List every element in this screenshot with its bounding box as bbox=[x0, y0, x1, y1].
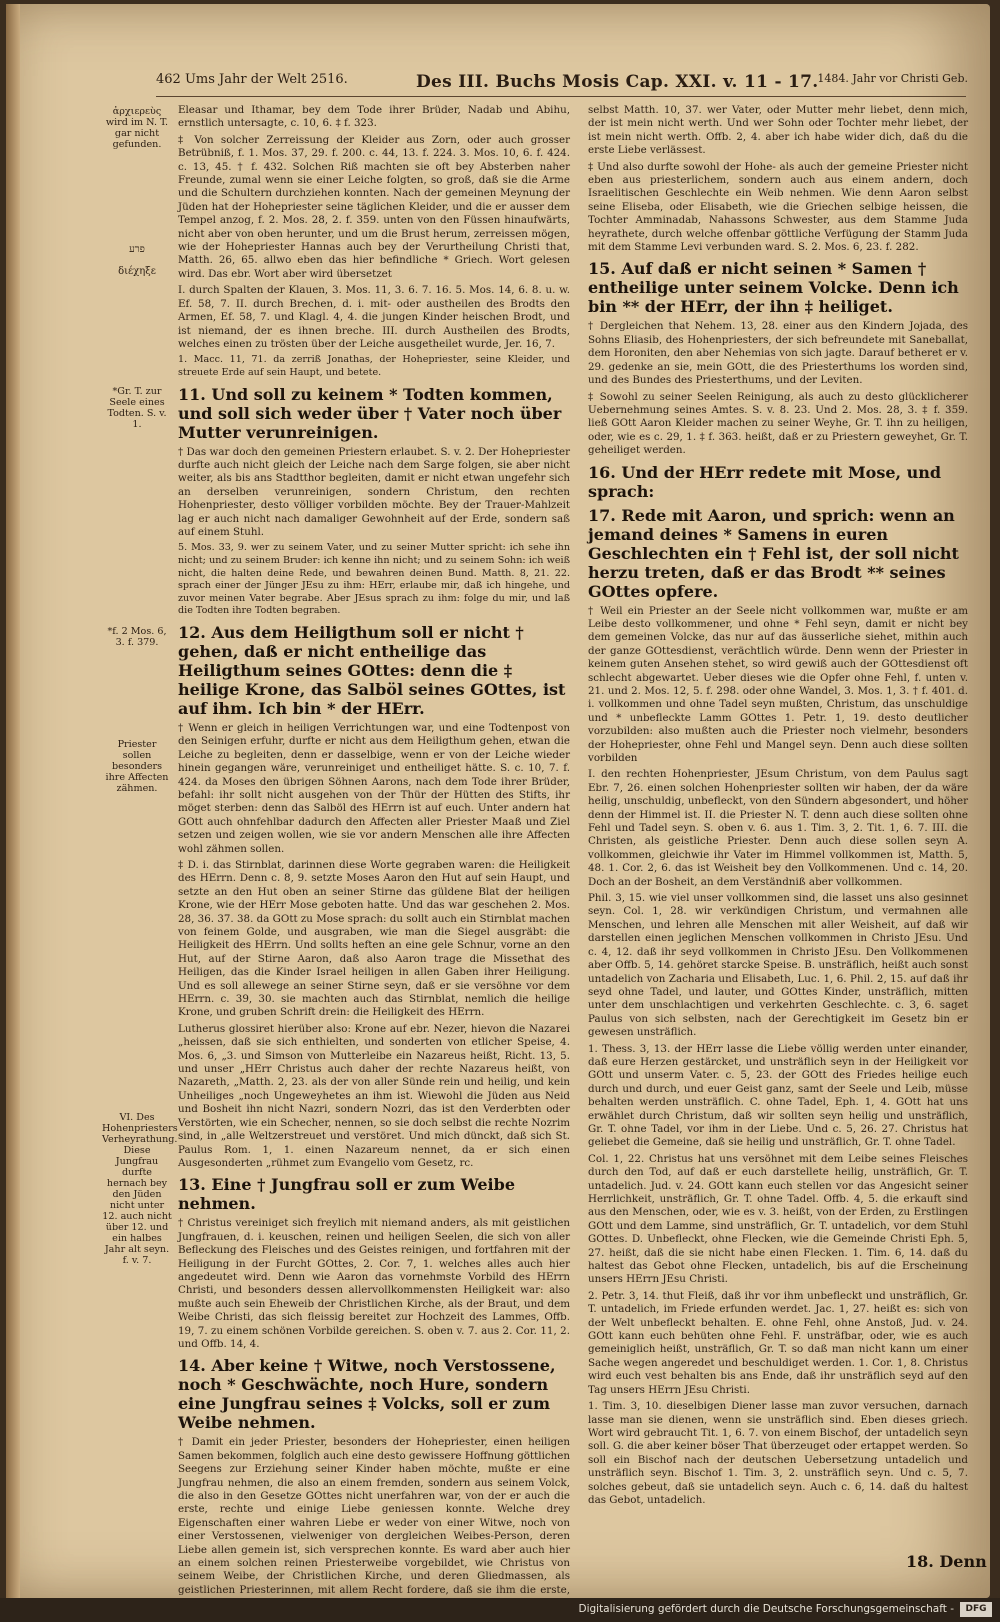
commentary-paragraph: 1. Tim. 3, 10. dieselbigen Diener lasse man zuvor versuchen, darnach lasse man sie dienen, wenn sie unsträflich sind. Eben dieses griech. Wort wird gebraucht Tit. 1, 6. 7. von einem Bischof, der untadelich seyn soll. G. die aber keiner böser That überzeuget oder ertappet werden. So soll ein Bischof nach der deutschen Uebersetzung untadelich und unsträflich seyn. Bischof 1. Tim. 3, 2. unsträflich seyn. Und c. 5, 7. solches gebeut, daß sie untadelich seyn. Auch c. 6, 14. daß du haltest das Gebot, untadelich. bbox=[588, 1400, 968, 1506]
commentary-paragraph: selbst Matth. 10, 37. wer Vater, oder Mutter mehr liebet, denn mich, der ist mein nicht werth. Und wer Sohn oder Tochter mehr liebet, der ist mein nicht werth. Offb. 2, 4. aber ich habe wider dich, daß du die erste Liebe verlässest. bbox=[588, 104, 968, 157]
margin-note: ἀρχιερεὺς wird im N. T. gar nicht gefunden. bbox=[105, 106, 169, 150]
running-head-right: 1484. Jahr vor Christi Geb. bbox=[817, 72, 968, 85]
commentary-paragraph: I. den rechten Hohenpriester, JEsum Christum, von dem Paulus sagt Ebr. 7, 26. einen solchen Hohenpriester sollten wir haben, der da wäre heilig, unschuldig, unbefleckt, von den Sündern abgesondert, und höher denn der Himmel ist. II. die Priester N. T. denn auch diese sollten ohne Fehl und Tadel seyn. S. oben v. 6. aus 1. Tim. 3, 2. Tit. 1, 6. 7. III. die Christen, als geistliche Priester. Denn auch diese sollen seyn A. vollkommen, gleichwie ihr Vater im Himmel vollkommen ist, Matth. 5, 48. 1. Cor. 2, 6. das ist Weisheit bey den Vollkommenen. Und c. 14, 20. Doch an der Bosheit, an dem Verständniß aber vollkommen. bbox=[588, 768, 968, 888]
verse-text: 11. Und soll zu keinem * Todten kommen, und soll sich weder über † Vater noch über Mutter verunreinigen. bbox=[178, 384, 562, 442]
dfg-logo: DFG bbox=[960, 1602, 992, 1617]
commentary-paragraph: 1. Macc. 11, 71. da zerriß Jonathas, der Hohepriester, seine Kleider, und streuete Erde auf sein Haupt, und betete. bbox=[178, 354, 570, 378]
commentary-paragraph: 1. Thess. 3, 13. der HErr lasse die Liebe völlig werden unter einander, daß eure Herzen gestärcket, und unsträflich seyn in der Heiligkeit vor GOtt und unserm Vater. c. 5, 23. der GOtt des Friedes heilige euch durch und durch, und euer Geist ganz, samt der Seele und Leib, müsse behalten werden unsträflich. C. ohne Tadel, Eph. 1, 4. GOtt hat uns erwählet durch Christum, daß wir sollten seyn heilig und unsträflich, Gr. T. ohne Tadel, vor ihm in der Liebe. Und c. 5, 26. 27. Christus hat geliebet die Gemeine, daß sie heilig und unsträflich, Gr. T. ohne Tadel. bbox=[588, 1042, 968, 1149]
commentary-paragraph: 5. Mos. 33, 9. wer zu seinem Vater, und zu seiner Mutter spricht: ich sehe ihn nicht; und zu seinem Bruder: ich kenne ihn nicht; und zu seinem Sohn: ich weiß nicht, die halten deine Rede, und bewahren deinen Bund. Matth. 8, 21. 22. sprach einer der Jünger JEsu zu ihm: HErr, erlaube mir, daß ich hingehe, und zuvor meinen Vater begrabe. Aber JEsus sprach zu ihm: folge du mir, und laß die Todten ihre Todten begraben. bbox=[178, 542, 570, 617]
left-column bbox=[178, 104, 570, 1596]
commentary-paragraph: 2. Petr. 3, 14. thut Fleiß, daß ihr vor ihm unbefleckt und unsträflich, Gr. T. untadelich, im Friede erfunden werdet. Jac. 1, 27. heißt es: sich von der Welt unbefleckt behalten. E. ohne Fehl, ohne Anstoß, Jud. v. 24. GOtt kann euch behüten ohne Fehl. F. unsträfbar, oder, wie es auch gemeiniglich heißt, unsträflich, Gr. T. so daß man nicht kann um einer Sache wegen angeredet und beschuldiget werden. 1. Cor. 1, 8. Christus wird euch vest behalten bis ans Ende, daß ihr unsträflich seyd auf den Tag unsers HErrn JEsu Christi. bbox=[588, 1289, 968, 1396]
margin-note: *f. 2 Mos. 6, 3. f. 379. bbox=[107, 626, 167, 648]
commentary-paragraph: I. durch Spalten der Klauen, 3. Mos. 11, 3. 6. 7. 16. 5. Mos. 14, 6. 8. u. w. Ef. 58, 7. II. durch Brechen, d. i. mit- oder austheilen des Brodts den Armen, Ef. 58, 7. und Klagl. 4, 4. die jungen Kinder heischen Brodt, und ist niemand, der es ihnen breche. III. durch Austheilen des Brodts, welches einen zu trösten über der Leiche ausgetheilet wurde, Jer. 16, 7. bbox=[178, 284, 570, 350]
right-column bbox=[588, 104, 968, 1544]
verse-text: 16. Und der HErr redete mit Mose, und sprach: bbox=[588, 462, 942, 501]
verse-text: 13. Eine † Jungfrau soll er zum Weibe nehmen. bbox=[178, 1175, 515, 1214]
commentary-paragraph: Eleasar und Ithamar, bey dem Tode ihrer Brüder, Nadab und Abihu, ernstlich untersagte, c. 10, 6. ‡ f. 323. bbox=[178, 104, 570, 130]
commentary-paragraph: † Dergleichen that Nehem. 13, 28. einer aus den Kindern Jojada, des Sohns Eliasib, des Hohenpriesters, der sich befreundete mit Saneballat, dem Horoniten, den aber Nehemias von sich jagte. Darauf betheret er v. 29. gedenke an sie, mein GOtt, die des Priesterthums los worden sind, und des Bundes des Priesterthums, und der Leviten. bbox=[588, 320, 968, 387]
verse-text: 15. Auf daß er nicht seinen * Samen † entheilige unter seinem Volcke. Denn ich bin ** der HErr, der ihn ‡ heiliget. bbox=[588, 259, 959, 317]
running-head-left: 462 Ums Jahr der Welt 2516. bbox=[156, 72, 348, 87]
book-page bbox=[6, 4, 990, 1598]
margin-note: διέχηξε bbox=[118, 266, 156, 277]
commentary-paragraph: † Wenn er gleich in heiligen Verrichtungen war, und eine Todtenpost von den Seinigen erfuhr, durfte er nicht aus dem Heiligthum gehen, etwan die Leiche zu begleiten, denn er dasselbige, wenn er von der Leiche wieder hinein gegangen wäre, verunreiniget und entheiliget hätte. S. c. 10, 7. f. 424. da Moses den übrigen Söhnen Aarons, nach dem Tode ihrer Brüder, befahl: ihr sollt nicht ausgehen von der Thür der Hütten des Stifts, ihr möget sterben: denn das Salböl des HErrn ist auf euch. Unter andern hat GOtt auch ohnfehlbar dadurch den Affecten aller Priester Maaß und Ziel setzen und zeigen wollen, wie sie vor andern Menschen alle ihre Affecten wohl zähmen sollen. bbox=[178, 721, 570, 855]
verse-text: 12. Aus dem Heiligthum soll er nicht † gehen, daß er nicht entheilige das Heiligthum seines GOttes: denn die ‡ heilige Krone, das Salböl seines GOttes, ist auf ihm. Ich bin * der HErr. bbox=[178, 622, 566, 718]
commentary-paragraph: † Damit ein jeder Priester, besonders der Hohepriester, einen heiligen Samen bekommen, folglich auch eine desto gewissere Hoffnung göttlichen Seegens zur Erziehung seiner Kinder haben möchte, mußte er eine Jungfrau nehmen, die also an einem fremden, sondern aus seinem Volck, die also in den Gesetze GOttes nicht unerfahren war, von der er auch die erste, rechte und einige Liebe geniessen konnte. Welche drey Eigenschaften einer wahren Liebe er weder von einer Witwe, noch von einer Verstossenen, vielweniger von dergleichen Weibes-Person, deren Liebe allen gemein ist, sich versprechen konnte. Es ward aber auch hier an einem solchen reinen Priesterweibe vorgebildet, wie Christus von seinem Weibe, der Christlichen Kirche, und deren Gliedmassen, als geistlichen Priesterinnen, mit allem Recht fordere, daß sie ihm die erste, bbox=[178, 1436, 570, 1596]
verse-text: 14. Aber keine † Witwe, noch Verstossene, noch * Geschwächte, noch Hure, sondern eine Jungfrau seines ‡ Volcks, soll er zum Weibe nehmen. bbox=[178, 1356, 556, 1433]
commentary-paragraph: † Das war doch den gemeinen Priestern erlaubet. S. v. 2. Der Hohepriester durfte auch nicht gleich der Leiche nach dem Sarge folgen, sie aber nicht weiter, als bis ans Stadtthor begleiten, damit er nicht etwan ungefehr sich an derselben verunreinigen, sondern Christum, den rechten Hohenpriester, desto völliger vorbilden möchte. Bey der Trauer-Mahlzeit lag er auch nicht nach damaliger Gewohnheit auf der Erde, sondern saß auf einem Stuhl. bbox=[178, 445, 570, 538]
digitization-footer bbox=[0, 1598, 1000, 1622]
commentary-paragraph: † Christus vereiniget sich freylich mit niemand anders, als mit geistlichen Jungfrauen, d. i. keuschen, reinen und heiligen Seelen, die sich von aller Befleckung des Fleisches und des Geistes reinigen, und fortfahren mit der Heiligung in der Furcht GOttes, 2. Cor. 7, 1. welches alles auch hier angedeutet wird. Denn wie Aaron das vornehmste Vorbild des HErrn Christi, und besonders dessen allervollkommensten Heiligkeit war: also mußte auch sein Eheweib der Christlichen Kirche, als der Braut, und dem Weibe Christi, das sich fleissig bereitet zur Hochzeit des Lammes, Offb. 19, 7. zu einem schönen Vorbilde gereichen. S. oben v. 7. aus 2. Cor. 11, 2. und Offb. 14, 4. bbox=[178, 1217, 570, 1350]
margin-note: *Gr. T. zur Seele eines Todten. S. v. 1. bbox=[107, 386, 167, 430]
commentary-paragraph: Col. 1, 22. Christus hat uns versöhnet mit dem Leibe seines Fleisches durch den Tod, auf daß er euch darstellete heilig, unsträflich, Gr. T. untadelich. Jud. v. 24. GOtt kann euch stellen vor das Angesicht seiner Herrlichkeit, unsträflich, Gr. T. ohne Tadel. Offb. 4, 5. die erkauft sind aus den Menschen, oder, wie es v. 3. heißt, von der Erden, zu Erstlingen GOtt und dem Lamme, sind unsträflich, Gr. T. untadelich, vor dem Stuhl GOttes. D. Unbefleckt, ohne Flecken, wie die Gemeinde Christi Eph. 5, 27. heißt, daß die sie nicht habe einen Flecken. 1. Tim. 6, 14. daß du haltest das Gebot ohne Flecken, untadelich, bis auf die Erscheinung unsers HErrn JEsu Christi. bbox=[588, 1152, 968, 1286]
margin-note: פרע bbox=[129, 244, 145, 255]
commentary-paragraph: ‡ Von solcher Zerreissung der Kleider aus Zorn, oder auch grosser Betrübniß, f. 1. Mos. 37, 29. f. 200. c. 44, 13. f. 224. 3. Mos. 10, 6. f. 424. c. 13, 45. † f. 432. Solchen Riß machten sie oft bey Absterben naher Freunde, zumal wenn sie einer Leiche folgten, so groß, daß sie die Arme und die Schultern durchziehen konnten. Nach der gemeinen Meynung der Jüden hat der Hohepriester seine täglichen Kleider, und die er ausser dem Tempel anzog, f. 2. Mos. 28, 2. f. 359. unten von den Füssen hinaufwärts, nicht aber von oben herunter, und um die Brust herum, zerreissen mögen, wie der Hohepriester Hannas auch bey der Verurtheilung Christi that, Matth. 26, 65. allwo eben das hier befindliche * Griech. Wort gelesen wird. Das ebr. Wort aber wird übersetzet bbox=[178, 133, 570, 280]
catchword: 18. Denn bbox=[906, 1552, 987, 1571]
commentary-paragraph: † Weil ein Priester an der Seele nicht vollkommen war, mußte er am Leibe desto vollkommener, und ohne * Fehl seyn, damit er nicht bey dem gemeinen Volcke, das nur auf das äusserliche siehet, mithin auch der ganze GOttesdienst, verächtlich würde. Denn wenn der Priester in keinem guten Ansehen stehet, so wird gewiß auch der GOttesdienst oft schlecht abgewartet. Ueber dieses wie die Opfer ohne Fehl, f. unten v. 21. und 2. Mos. 12, 5. f. 298. oder ohne Wandel, 3. Mos. 1, 3. † f. 401. d. i. vollkommen und ohne Tadel seyn mußten, Christum, das unschuldige und * unbefleckte Lamm GOttes 1. Petr. 1, 19. desto deutlicher vorzubilden: also mußten auch die Priester noch vielmehr, besonders der Hohepriester, ohne Fehl und Mangel seyn. Denn auch diese sollten vorbilden bbox=[588, 604, 968, 764]
margin-note: Priester sollen besonders ihre Affecten zähmen. bbox=[105, 739, 169, 794]
header-rule bbox=[156, 96, 966, 97]
commentary-paragraph: ‡ Und also durfte sowohl der Hohe- als auch der gemeine Priester nicht eben aus priesterlichem, sondern auch aus einem andern, doch Israelitischen Geschlechte ein Weib nehmen. Wie denn Aaron selbst seine Eliseba, oder Elisabeth, wie die Griechen selbige heissen, die Tochter Amminadab, Nahassons Schwester, aus dem Stamme Juda heyrathete, durch welche offenbar göttliche Verfügung der Stamm Juda mit dem Stamme Levi verbunden ward. S. 2. Mos. 6, 23. f. 282. bbox=[588, 160, 968, 254]
running-head-title: Des III. Buchs Mosis Cap. XXI. v. 11 - 17. bbox=[416, 72, 819, 92]
commentary-paragraph: ‡ D. i. das Stirnblat, darinnen diese Worte gegraben waren: die Heiligkeit des HErrn. Denn c. 8, 9. setzte Moses Aaron den Hut auf sein Haupt, und setzte an den Hut oben an seiner Stirne das güldene Blat der heiligen Krone, wie der HErr Mose geboten hatte. Und das war geschehen 2. Mos. 28, 36. 37. 38. da GOtt zu Mose sprach: du sollt auch ein Stirnblat machen von feinem Golde, und ausgraben, wie man die Siegel ausgräbt: die Heiligkeit des HErrn. Und sollts heften an eine gele Schnur, vorne an den Hut, auf der Stirne Aaron, daß also Aaron trage die Missethat des Heiligen, das die Kinder Israel heiligen in allen Gaben ihrer Heiligung. Und es soll allewege an seiner Stirne seyn, daß er sie versöhne vor dem HErrn. c. 39, 30. sie machten auch das Stirnblat, nemlich die heilige Krone, und gruben Schrift drein: die Heiligkeit des HErrn. bbox=[178, 858, 570, 1019]
margin-note: VI. Des Hohenpriesters Verheyrathung. Diese Jungfrau durfte hernach bey den Jüden nicht unter 12. auch nicht über 12. und ein halbes Jahr alt seyn. f. v. 7. bbox=[102, 1112, 178, 1266]
commentary-paragraph: ‡ Sowohl zu seiner Seelen Reinigung, als auch zu desto glücklicherer Uebernehmung seines Amtes. S. v. 8. 23. Und 2. Mos. 28, 3. ‡ f. 359. ließ GOtt Aaron Kleider machen zu seiner Weyhe, Gr. T. ihn zu heiligen, oder, wie es c. 29, 1. ‡ f. 363. heißt, daß er zu Priestern geweyhet, Gr. T. geheiliget werden. bbox=[588, 390, 968, 457]
verse-text: 17. Rede mit Aaron, und sprich: wenn an jemand deines * Samens in euren Geschlechten ein † Fehl ist, der soll nicht herzu treten, daß er das Brodt ** seines GOttes opfere. bbox=[588, 505, 959, 601]
footer-text: Digitalisierung gefördert durch die Deutsche Forschungsgemeinschaft - bbox=[578, 1603, 954, 1615]
commentary-paragraph: Lutherus glossiret hierüber also: Krone auf ebr. Nezer, hievon die Nazarei „heissen, daß sie sich enthielten, und sonderten von etlicher Speise, 4. Mos. 6, „3. und Simson von Mutterleibe ein Nazareus heißt, Richt. 13, 5. und unser „HErr Christus auch daher der rechte Nazareus heißt, von Nazareth, „Matth. 2, 23. als der von aller Sünde rein und heilig, und kein Unheiliges „noch Ungeweyhetes an ihm ist. Wiewohl die Jüden aus Neid und Bosheit ihn nicht Nazri, sondern Nozri, das ist den Verderbten oder Verstörten, wie ein Schecher, nennen, so sie doch selbst die rechte Nozrim sind, in „alle Weltzerstreuet und verstöret. Und mich dünckt, daß sich St. Paulus Rom. 1, 1. einen Nazareum nennet, da er sich einen Ausgesonderten „rühmet zum Evangelio vom Gesetz, rc. bbox=[178, 1022, 570, 1169]
book-gutter bbox=[6, 4, 20, 1598]
commentary-paragraph: Phil. 3, 15. wie viel unser vollkommen sind, die lasset uns also gesinnet seyn. Col. 1, 28. wir verkündigen Christum, und vermahnen alle Menschen, und lehren alle Menschen mit aller Weisheit, auf daß wir darstellen einen jeglichen Menschen vollkommen in Christo JEsu. Und c. 4, 12. daß ihr seyd vollkommen in Christo JEsu. Den Vollkommenen aber Offb. 5, 14. gehöret starcke Speise. B. unsträflich, heißt auch sonst untadelich von Zacharia und Elisabeth, Luc. 1, 6. Phil. 2, 15. auf daß ihr seyd ohne Tadel, und lauter, und GOttes Kinder, unsträflich, mitten unter dem unschlachtigen und verkehrten Geschlechte. c. 3, 6. saget Paulus von sich selbsten, nach der Gerechtigkeit im Gesetz bin er gewesen unsträflich. bbox=[588, 892, 968, 1039]
